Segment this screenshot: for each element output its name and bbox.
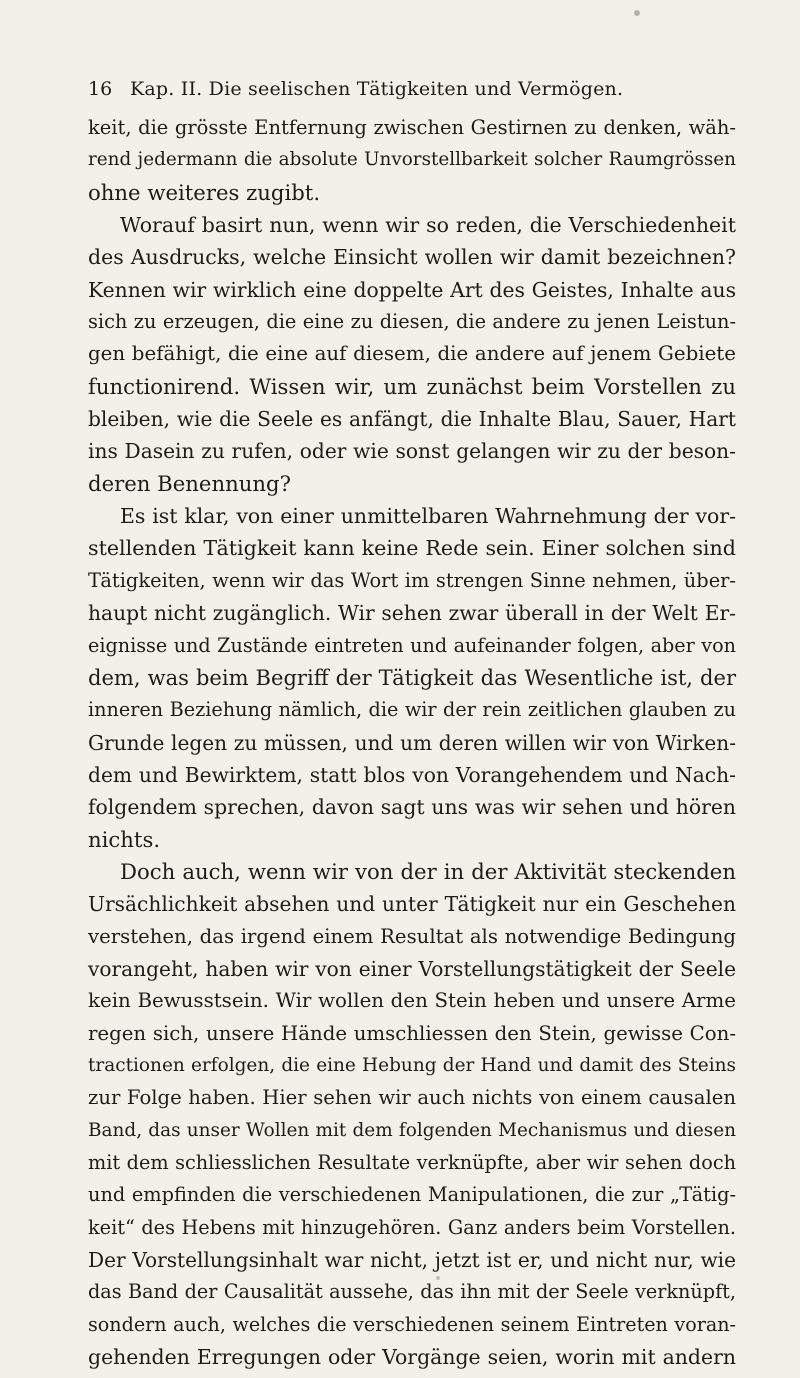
text-line: haupt nicht zugänglich. Wir sehen zwar überall in der Welt Er- bbox=[88, 601, 736, 626]
text-line: zur Folge haben. Hier sehen wir auch nichts von einem causalen bbox=[88, 1086, 736, 1110]
text-line: sich zu erzeugen, die eine zu diesen, die andere zu jenen Leistun- bbox=[88, 310, 736, 334]
text-line: mit dem schliesslichen Resultate verknüpfte, aber wir sehen doch bbox=[88, 1151, 736, 1174]
text-line: verstehen, das irgend einem Resultat als notwendige Bedingung bbox=[88, 924, 736, 948]
paper-speck bbox=[634, 10, 640, 16]
text-line: Ursächlichkeit absehen und unter Tätigkeit nur ein Geschehen bbox=[88, 892, 736, 917]
text-line: und empfinden die verschiedenen Manipulationen, die zur „Tätig- bbox=[88, 1183, 736, 1207]
text-line: Band, das unser Wollen mit dem folgenden Mechanismus und diesen bbox=[88, 1119, 736, 1141]
text-line: Der Vorstellungsinhalt war nicht, jetzt ist er, und nicht nur, wie bbox=[88, 1248, 736, 1273]
text-line: gehenden Erregungen oder Vorgänge seien, worin mit andern bbox=[88, 1345, 736, 1370]
text-line: vorangeht, haben wir von einer Vorstellungstätigkeit der Seele bbox=[88, 956, 736, 981]
text-line: sondern auch, welches die verschiedenen seinem Eintreten voran- bbox=[88, 1312, 736, 1336]
text-line: inneren Beziehung nämlich, die wir der rein zeitlichen glauben zu bbox=[88, 698, 736, 722]
text-line: bleiben, wie die Seele es anfängt, die Inhalte Blau, Sauer, Hart bbox=[88, 407, 736, 432]
text-line: deren Benennung? bbox=[88, 470, 291, 496]
running-header bbox=[88, 74, 728, 104]
running-title: Kap. II. Die seelischen Tätigkeiten und Vermögen. bbox=[130, 78, 624, 100]
text-line: Tätigkeiten, wenn wir das Wort im strengen Sinne nehmen, über- bbox=[88, 568, 736, 592]
text-line: tractionen erfolgen, die eine Hebung der Hand und damit des Steins bbox=[88, 1054, 736, 1076]
text-line: keit“ des Hebens mit hinzugehören. Ganz anders beim Vorstellen. bbox=[88, 1215, 736, 1239]
text-line: das Band der Causalität aussehe, das ihn mit der Seele verknüpft, bbox=[88, 1280, 736, 1304]
text-line: regen sich, unsere Hände umschliessen den Stein, gewisse Con- bbox=[88, 1021, 736, 1045]
text-line: functionirend. Wissen wir, um zunächst beim Vorstellen zu bbox=[88, 373, 736, 399]
text-line: ins Dasein zu rufen, oder wie sonst gelangen wir zu der beson- bbox=[88, 439, 736, 464]
text-line: Grunde legen zu müssen, und um deren willen wir von Wirken- bbox=[88, 730, 736, 755]
text-line: dem, was beim Begriff der Tätigkeit das Wesentliche ist, der bbox=[88, 664, 736, 690]
body-text bbox=[88, 112, 736, 1373]
text-line: dem und Bewirktem, statt blos von Vorangehendem und Nach- bbox=[88, 762, 736, 787]
text-line: eignisse und Zustände eintreten und aufeinander folgen, aber von bbox=[88, 633, 736, 657]
text-line: nichts. bbox=[88, 826, 161, 852]
text-line: keit, die grösste Entfernung zwischen Gestirnen zu denken, wäh- bbox=[88, 116, 736, 139]
text-line: Worauf basirt nun, wenn wir so reden, die Verschiedenheit bbox=[120, 213, 736, 238]
text-line: gen befähigt, die eine auf diesem, die andere auf jenem Gebiete bbox=[88, 342, 736, 366]
text-line: rend jedermann die absolute Unvorstellbarkeit solcher Raumgrössen bbox=[88, 149, 736, 171]
text-line: Es ist klar, von einer unmittelbaren Wahrnehmung der vor- bbox=[120, 504, 736, 529]
text-line: ohne weiteres zugibt. bbox=[88, 179, 321, 205]
text-line: stellenden Tätigkeit kann keine Rede sein. Einer solchen sind bbox=[88, 536, 736, 561]
text-line: Doch auch, wenn wir von der in der Aktivität steckenden bbox=[120, 858, 736, 884]
page-number: 16 bbox=[88, 78, 113, 100]
text-line: Kennen wir wirklich eine doppelte Art des Geistes, Inhalte aus bbox=[88, 277, 736, 302]
text-line: kein Bewusstsein. Wir wollen den Stein heben und unsere Arme bbox=[88, 989, 736, 1013]
text-line: folgendem sprechen, davon sagt uns was wir sehen und hören bbox=[88, 795, 736, 820]
text-line: des Ausdrucks, welche Einsicht wollen wir damit bezeichnen? bbox=[88, 245, 736, 270]
